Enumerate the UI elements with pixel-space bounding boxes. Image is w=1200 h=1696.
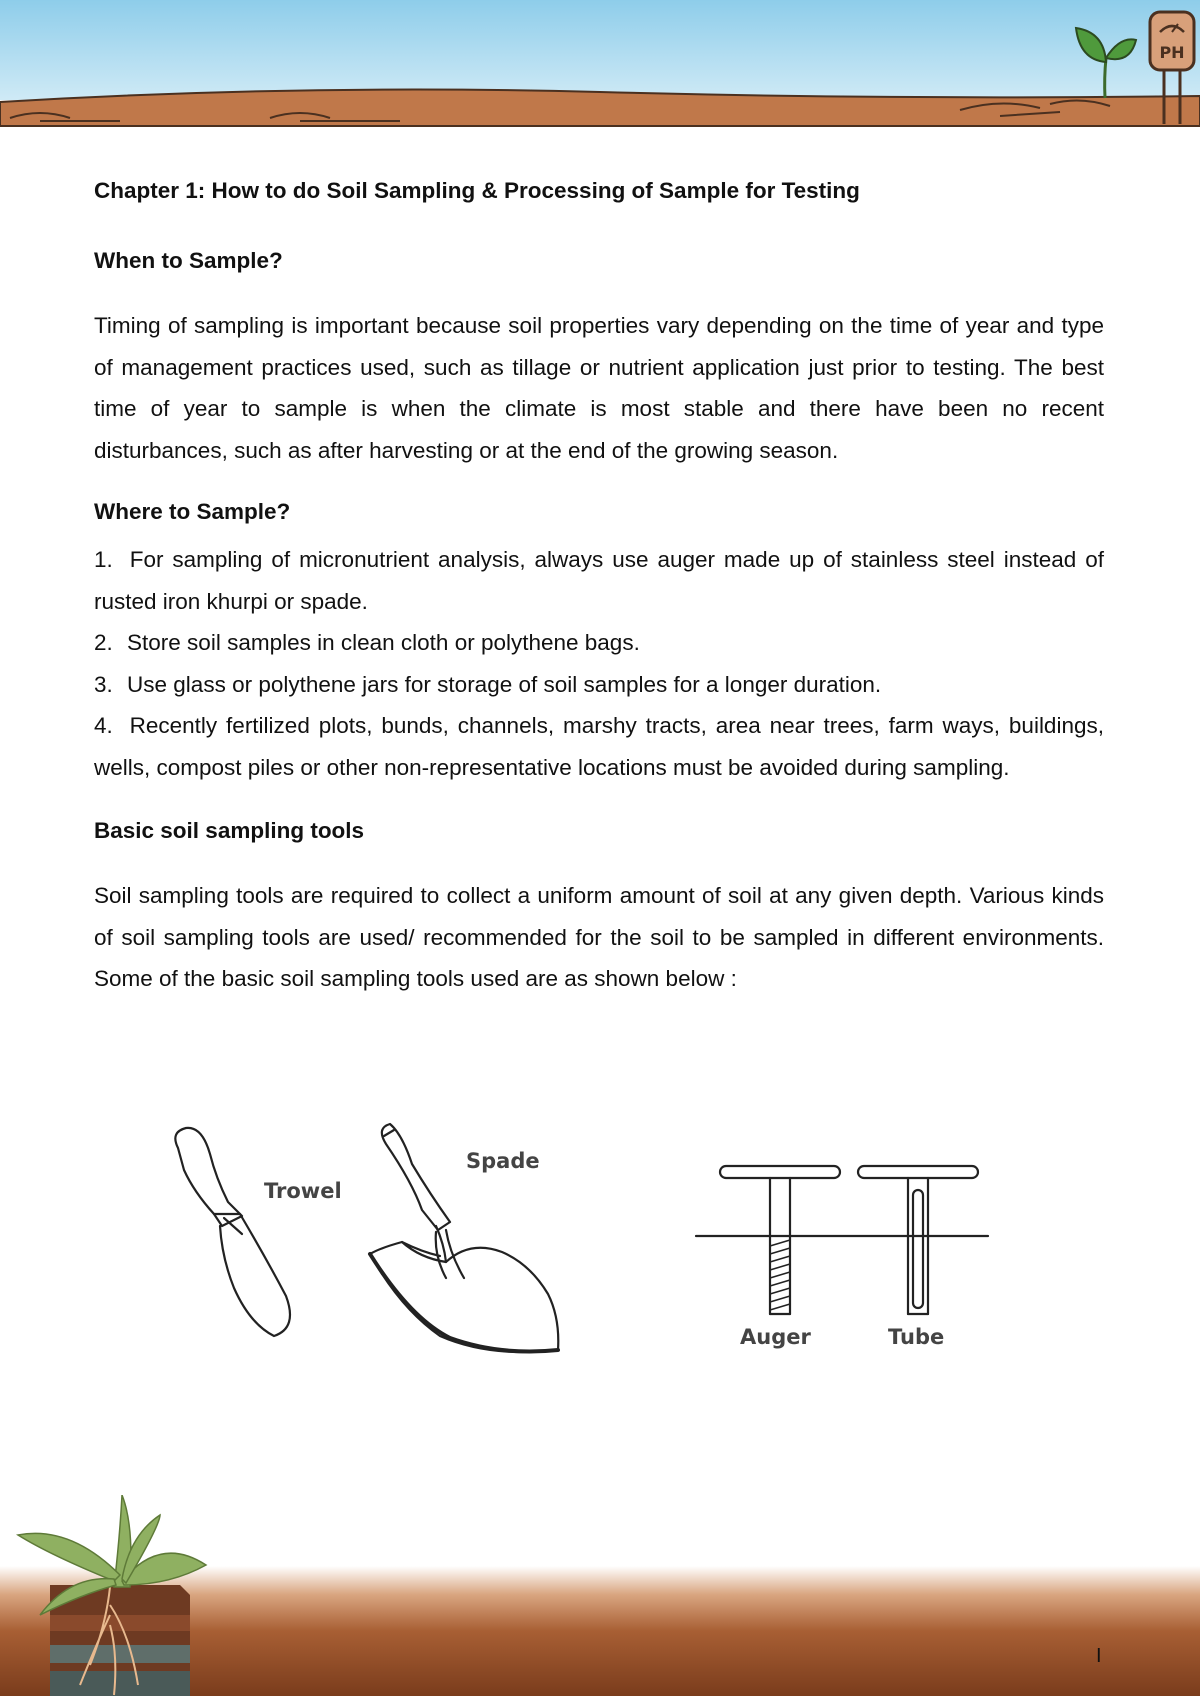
list-item: 3. Use glass or polythene jars for storage of soil samples for a longer duration. [94, 671, 882, 697]
tools-paragraph: Soil sampling tools are required to collect a uniform amount of soil at any given depth. Various kinds of soil sampling tools are used/ recommended for the soil to be sampled in different environments. Some of the basic soil sampling tools used are as shown below : [94, 883, 1104, 991]
when-paragraph: Timing of sampling is important because soil properties vary depending on the time of year and type of management practices used, such as tillage or nutrient application just prior to testing. The best time of year to sample is when the climate is most stable and there have been no recent disturbances, such as after harvesting or at the end of the growing season. [94, 313, 1104, 463]
page-number: I [1096, 1645, 1102, 1667]
sampling-tools-figure [150, 1118, 1010, 1368]
tube-label: Tube [888, 1325, 945, 1349]
list-item: 2. Store soil samples in clean cloth or polythene bags. [94, 630, 640, 655]
where-heading: Where to Sample? [94, 499, 291, 524]
where-list [94, 539, 1104, 788]
trowel-illustration [175, 1128, 290, 1336]
chapter-title: Chapter 1: How to do Soil Sampling & Processing of Sample for Testing [94, 178, 860, 203]
auger-illustration [720, 1166, 840, 1314]
list-item: 1. For sampling of micronutrient analysis, always use auger made up of stainless steel instead of rusted iron khurpi or spade. [94, 547, 1104, 614]
auger-label: Auger [740, 1325, 811, 1349]
tools-heading: Basic soil sampling tools [94, 818, 365, 843]
document-body [94, 178, 1104, 1028]
when-heading: When to Sample? [94, 248, 283, 273]
list-item: 4. Recently fertilized plots, bunds, channels, marshy tracts, area near trees, farm ways, buildings, wells, compost piles or other non-representative locations must be avoided during sampling. [94, 713, 1104, 780]
plant-soil-icon [10, 1495, 220, 1696]
header-banner [0, 0, 1200, 132]
svg-text:PH: PH [1159, 43, 1185, 62]
tube-illustration [858, 1166, 978, 1314]
spade-label: Spade [466, 1149, 540, 1173]
trowel-label: Trowel [264, 1179, 342, 1203]
